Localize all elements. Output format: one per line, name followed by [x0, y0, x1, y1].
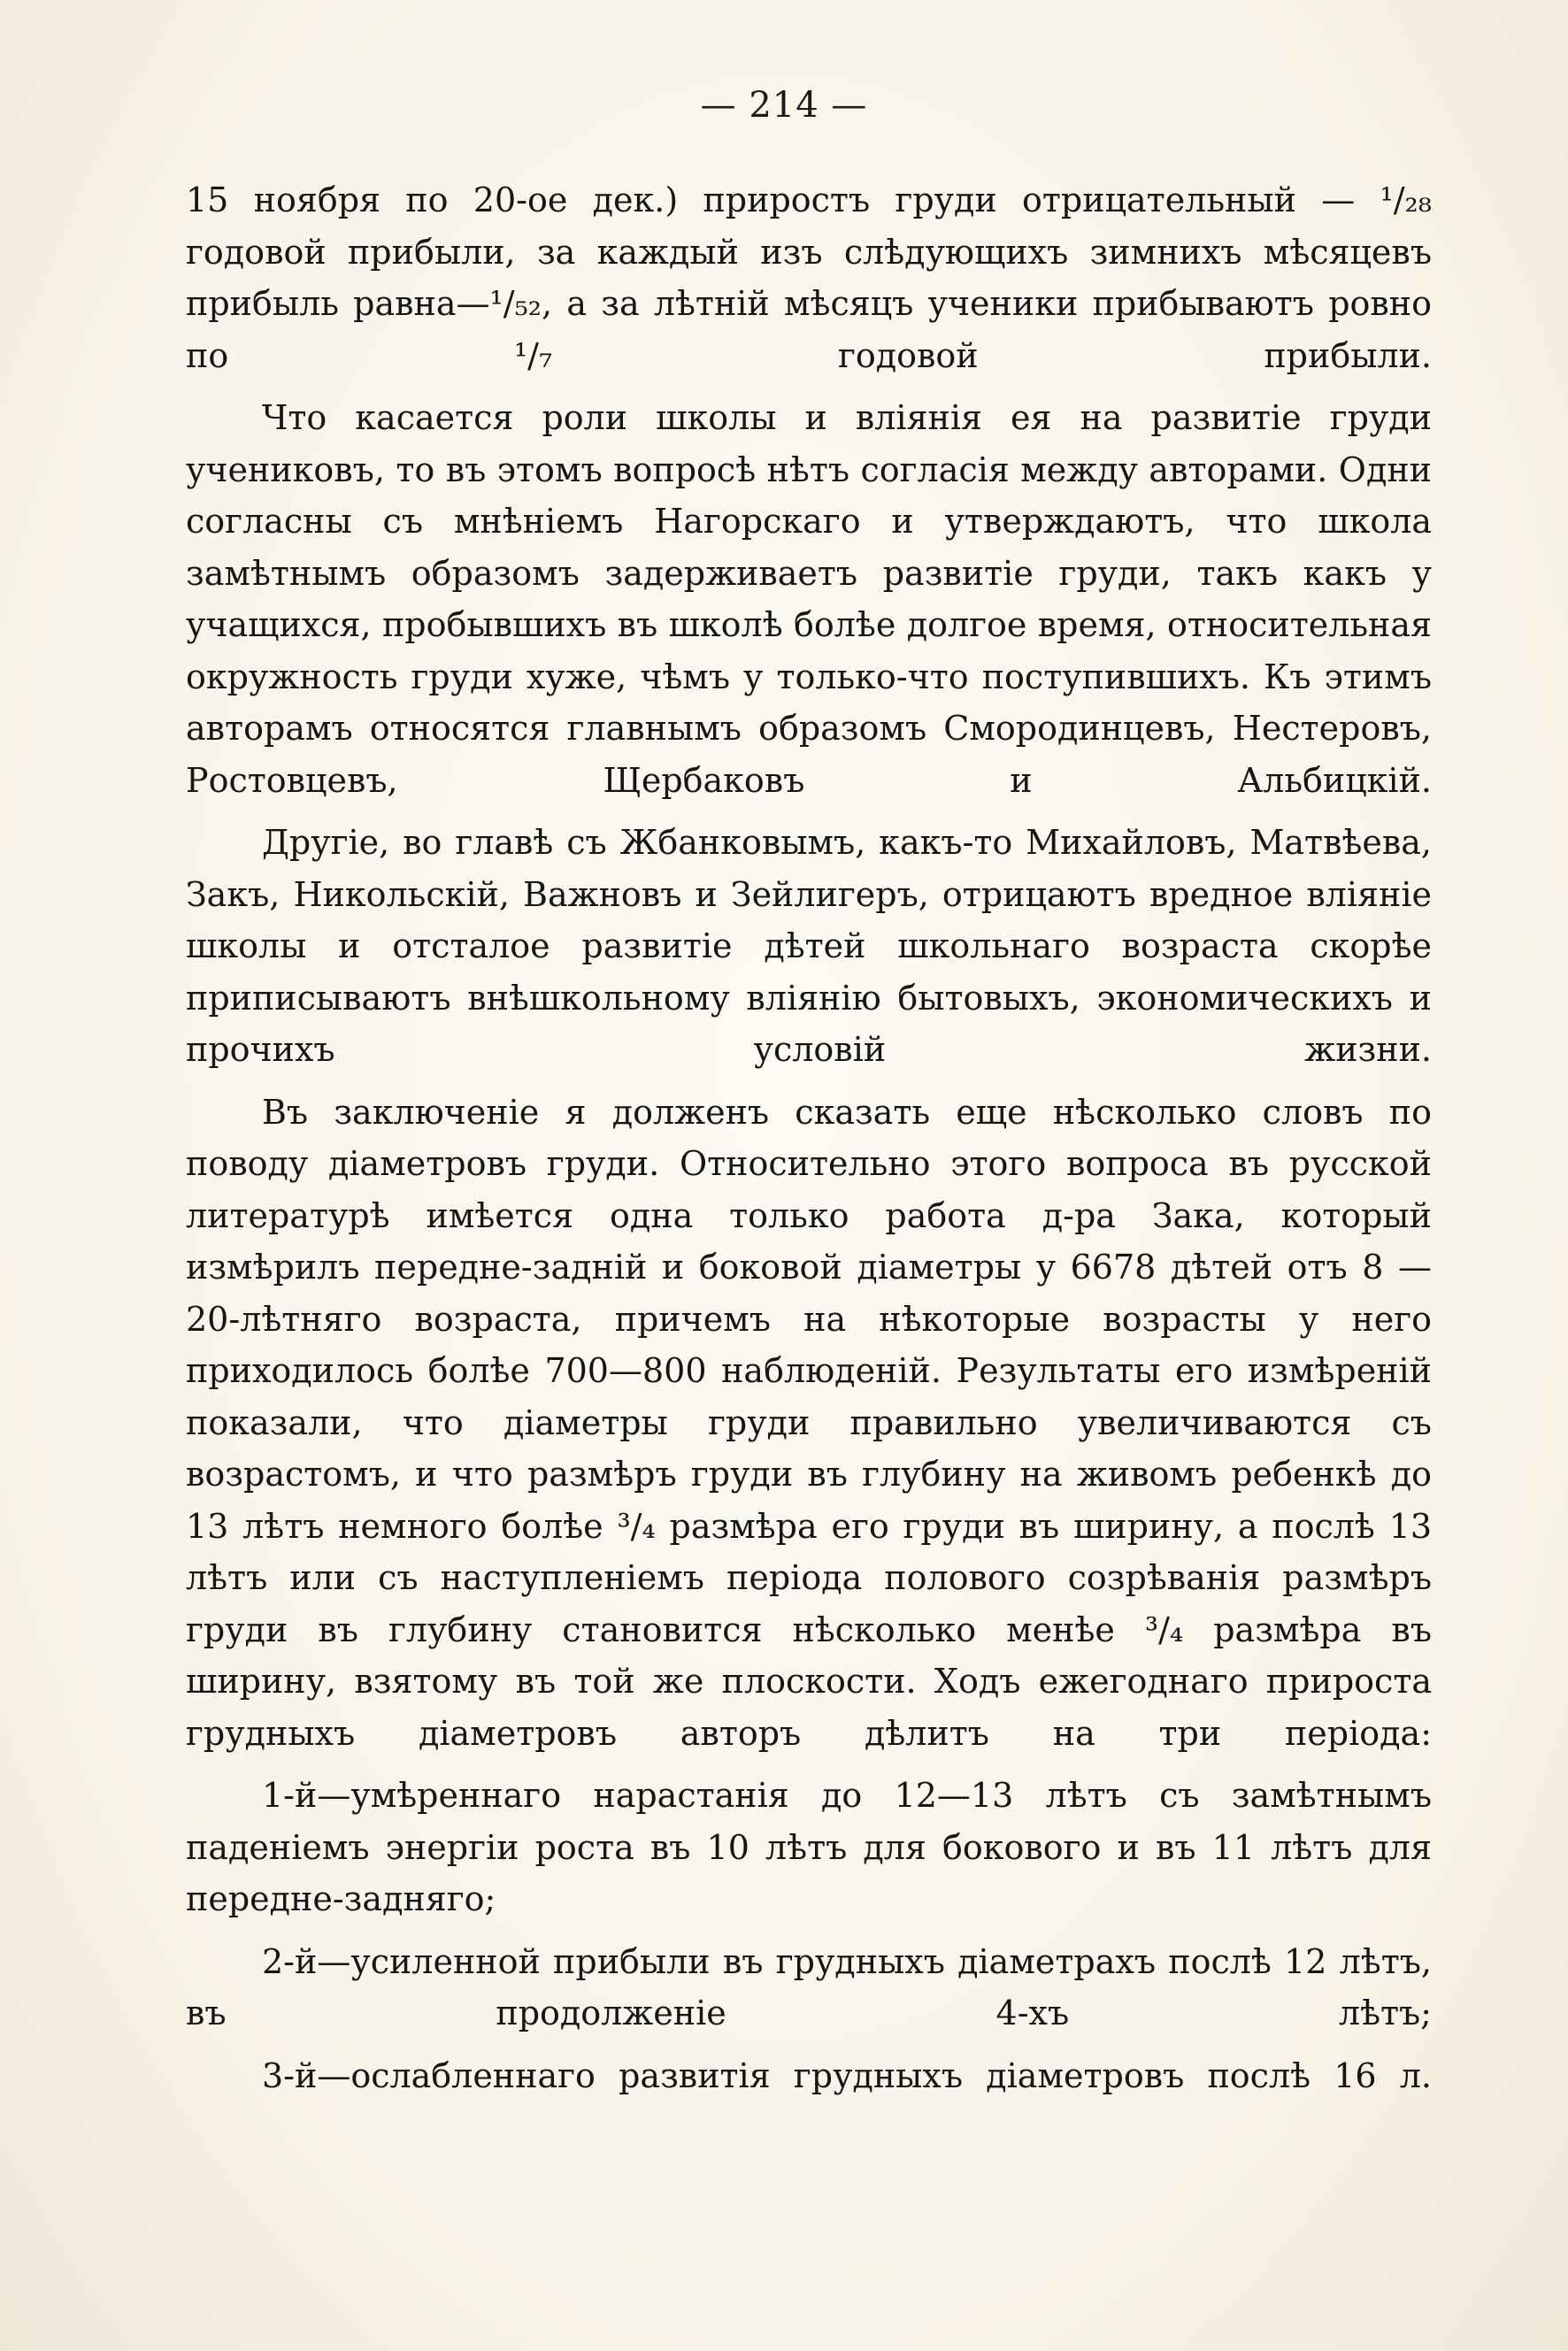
- period-1-item: 1-й—умѣреннаго нарастанія до 12—13 лѣтъ съ замѣтнымъ паденіемъ энергіи роста въ 10 лѣтъ для бокового и въ 11 лѣтъ для передне-задняго;: [186, 1776, 1432, 1918]
- page-body: [186, 174, 1432, 2101]
- page-number: — 214 —: [700, 85, 868, 126]
- paragraph-school-influence: Что касается роли школы и вліянія ея на развитіе груди учениковъ, то въ этомъ вопросѣ нѣтъ согласія между авторами. Одни согласны съ мнѣніемъ Нагорскаго и утверждаютъ, что школа замѣтнымъ образомъ задерживаетъ развитіе груди, такъ какъ у учащихся, пробывшихъ въ школѣ болѣе долгое время, относительная окружность груди хуже, чѣмъ у только-что поступившихъ. Къ этимъ авторамъ относятся главнымъ образомъ Смородинцевъ, Нестеровъ, Ростовцевъ, Щербаковъ и Альбицкій.: [186, 398, 1432, 800]
- paragraph-other-authors: Другіе, во главѣ съ Жбанковымъ, какъ-то Михайловъ, Матвѣева, Закъ, Никольскій, Важновъ и Зейлигеръ, отрицаютъ вредное вліяніе школы и отсталое развитіе дѣтей школьнаго возраста скорѣе приписываютъ внѣшкольному вліянію бытовыхъ, экономическихъ и прочихъ условій жизни.: [186, 823, 1432, 1069]
- paragraph-continuation: 15 ноября по 20-ое дек.) приростъ груди отрицательный — ¹/₂₈ годовой прибыли, за каждый изъ слѣдующихъ зимнихъ мѣсяцевъ прибыль равна—¹/₅₂, а за лѣтній мѣсяцъ ученики прибываютъ ровно по ¹/₇ годовой прибыли.: [186, 181, 1432, 375]
- paragraph-chest-diameters: Въ заключеніе я долженъ сказать еще нѣсколько словъ по поводу діаметровъ груди. Относительно этого вопроса въ русской литературѣ имѣется одна только работа д-ра Зака, который измѣрилъ передне-задній и боковой діаметры у 6678 дѣтей отъ 8 — 20-лѣтняго возраста, причемъ на нѣкоторые возрасты у него приходилось болѣе 700—800 наблюденій. Результаты его измѣреній показали, что діаметры груди правильно увеличиваются съ возрастомъ, и что размѣръ груди въ глубину на живомъ ребенкѣ до 13 лѣтъ немного болѣе ³/₄ размѣра его груди въ ширину, а послѣ 13 лѣтъ или съ наступленіемъ періода полового созрѣванія размѣръ груди въ глубину становится нѣсколько менѣе ³/₄ размѣра въ ширину, взятому въ той же плоскости. Ходъ ежегоднаго прироста грудныхъ діаметровъ авторъ дѣлитъ на три періода:: [186, 1092, 1432, 1753]
- period-2-item: 2-й—усиленной прибыли въ грудныхъ діаметрахъ послѣ 12 лѣтъ, въ продолженіе 4-хъ лѣтъ;: [186, 1941, 1432, 2032]
- period-3-item: 3-й—ослабленнаго развитія грудныхъ діаметровъ послѣ 16 л.: [262, 2055, 1432, 2095]
